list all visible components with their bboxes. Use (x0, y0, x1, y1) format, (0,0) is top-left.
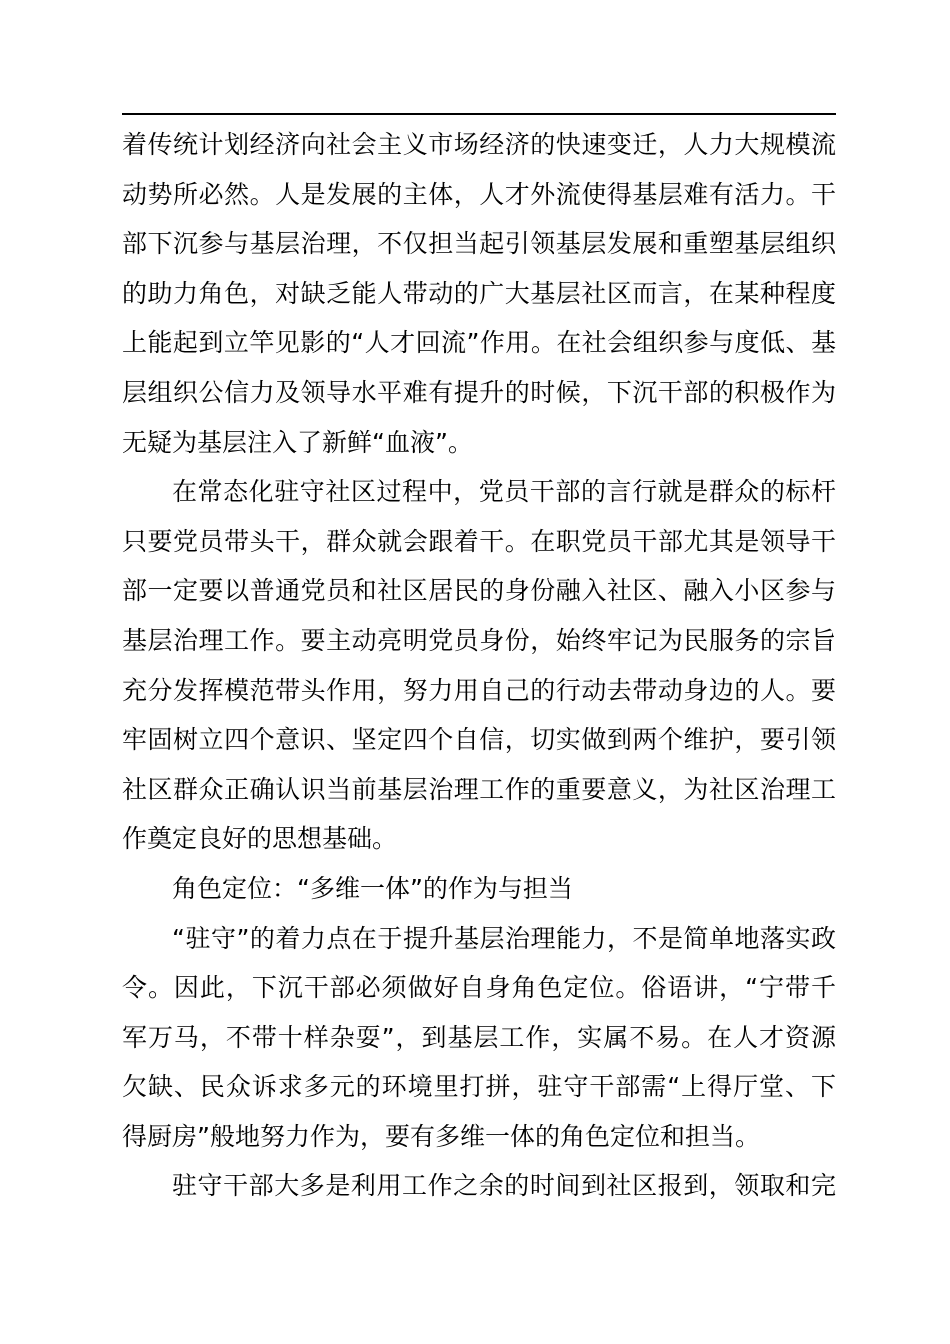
text-line: 欠缺、民众诉求多元的环境里打拼，驻守干部需“上得厅堂、下 (122, 1072, 836, 1102)
text-line: 层组织公信力及领导水平难有提升的时候，下沉干部的积极作为 (122, 377, 836, 407)
text-line: 部下沉参与基层治理，不仅担当起引领基层发展和重塑基层组织 (122, 229, 836, 259)
paragraph-first-line: 在常态化驻守社区过程中，党员干部的言行就是群众的标杆 (172, 477, 836, 507)
text-line: 充分发挥模范带头作用，努力用自己的行动去带动身边的人。要 (122, 675, 836, 705)
header-rule (122, 113, 836, 115)
text-line: 只要党员带头干，群众就会跟着干。在职党员干部尤其是领导干 (122, 526, 836, 556)
paragraph-first-line: “驻守”的着力点在于提升基层治理能力，不是简单地落实政 (172, 923, 836, 953)
text-line: 着传统计划经济向社会主义市场经济的快速变迁，人力大规模流 (122, 130, 836, 159)
text-line: 的助力角色，对缺乏能人带动的广大基层社区而言，在某种程度 (122, 278, 836, 308)
text-line: 基层治理工作。要主动亮明党员身份，始终牢记为民服务的宗旨 (122, 625, 836, 655)
text-line: 无疑为基层注入了新鲜“血液”。 (122, 427, 473, 457)
text-line: 令。因此，下沉干部必须做好自身角色定位。俗语讲，“宁带千 (122, 973, 836, 1003)
paragraph-first-line: 驻守干部大多是利用工作之余的时间到社区报到，领取和完 (172, 1171, 836, 1201)
text-line: 社区群众正确认识当前基层治理工作的重要意义，为社区治理工 (122, 774, 836, 804)
text-line: 军万马，不带十样杂耍”，到基层工作，实属不易。在人才资源 (122, 1022, 836, 1052)
text-line: 部一定要以普通党员和社区居民的身份融入社区、融入小区参与 (122, 576, 836, 606)
text-line: 作奠定良好的思想基础。 (122, 824, 398, 854)
text-line: 得厨房”般地努力作为，要有多维一体的角色定位和担当。 (122, 1121, 760, 1151)
body-text (122, 120, 836, 1211)
text-line: 上能起到立竿见影的“人才回流”作用。在社会组织参与度低、基 (122, 328, 836, 358)
text-line: 动势所必然。人是发展的主体，人才外流使得基层难有活力。干 (122, 179, 836, 209)
text-line: 牢固树立四个意识、坚定四个自信，切实做到两个维护，要引领 (122, 725, 836, 755)
section-heading: 角色定位：“多维一体”的作为与担当 (172, 873, 573, 903)
